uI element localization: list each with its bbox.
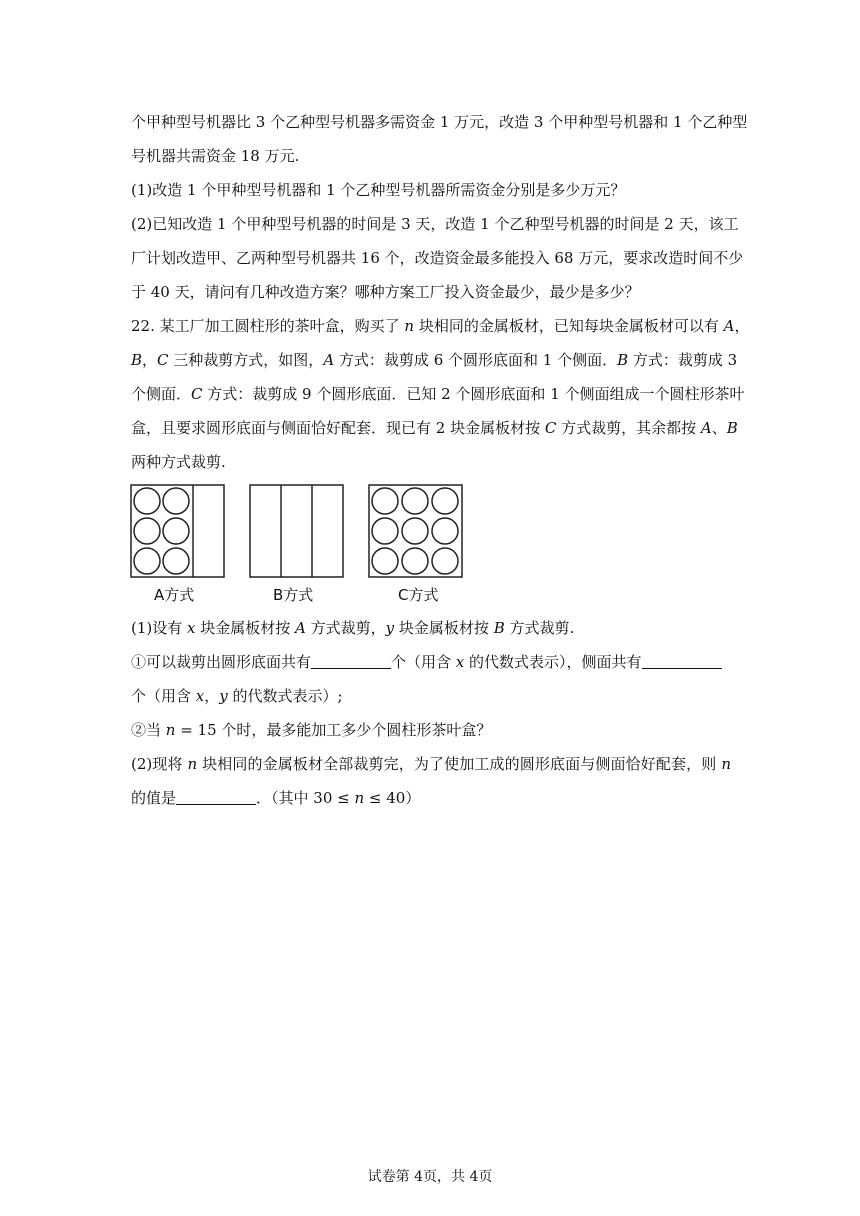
text: 三种裁剪方式，如图， (168, 351, 324, 369)
text: 个侧面． (131, 385, 192, 403)
answer-blank (642, 654, 722, 669)
text-line: 号机器共需资金 18 万元. (131, 147, 300, 165)
text: 22. 某工厂加工圆柱形的茶叶盒，购买了 (131, 317, 405, 335)
text: 的代数式表示），侧面共有 (464, 653, 642, 671)
var: x (187, 619, 196, 637)
var: B (726, 419, 738, 437)
var: C (544, 419, 557, 437)
var: B (131, 351, 143, 369)
text: 方式裁剪. (504, 619, 575, 637)
text: 个（用含 (391, 653, 456, 671)
question-2-line: 于 40 天，请问有几种改造方案？哪种方案工厂投入资金最少，最少是多少？ (131, 283, 640, 301)
sub-question-1-1-cont (131, 686, 731, 706)
var: n (404, 317, 415, 335)
var: A (323, 351, 335, 369)
text: ≤ 40） (364, 789, 421, 807)
sub-question-1 (131, 618, 731, 638)
text: (1)设有 (131, 619, 188, 637)
text: 方式裁剪，其余都按 (556, 419, 701, 437)
text: 、 (711, 419, 727, 437)
text-line: 个甲种型号机器比 3 个乙种型号机器多需资金 1 万元，改造 3 个甲种型号机器和 1 个乙种型 (131, 113, 748, 131)
problem-22-line (131, 350, 738, 370)
question-2-line: (2)已知改造 1 个甲种型号机器的时间是 3 天，改造 1 个乙种型号机器的时间是 2 天，该工 (131, 215, 739, 233)
method-b-board (250, 485, 343, 577)
var: B (617, 351, 629, 369)
text: ， (142, 351, 158, 369)
var: A (700, 419, 712, 437)
caption-method-c: C方式 (398, 586, 439, 604)
text: 方式：裁剪成 6 个圆形底面和 1 个侧面． (334, 351, 618, 369)
sub-question-1-1 (131, 652, 731, 672)
text: 的值是 (131, 789, 177, 807)
var: n (165, 721, 176, 739)
var: n (354, 789, 365, 807)
text: 方式：裁剪成 3 (628, 351, 738, 369)
text: ①可以裁剪出圆形底面共有 (131, 653, 312, 671)
sub-question-2-cont (131, 788, 731, 808)
var: x (195, 687, 205, 705)
page-footer: 试卷第 4页，共 4页 (367, 1169, 493, 1185)
text: 的代数式表示）; (227, 687, 343, 705)
text: ②当 (131, 721, 166, 739)
var: y (219, 687, 228, 705)
problem-22-line (131, 384, 745, 404)
method-a-board (131, 485, 224, 577)
text: ， (734, 317, 750, 335)
problem-22-line (131, 316, 750, 336)
var: n (187, 755, 198, 773)
answer-blank (311, 654, 391, 669)
method-c-board (369, 485, 462, 577)
text: 块相同的金属板材，已知每块金属板材可以有 (414, 317, 724, 335)
question-1: (1)改造 1 个甲种型号机器和 1 个乙种型号机器所需资金分别是多少万元？ (131, 181, 626, 199)
var: C (191, 385, 203, 403)
var: A (723, 317, 735, 335)
text: 块相同的金属板材全部裁剪完，为了使加工成的圆形底面与侧面恰好配套，则 (197, 755, 722, 773)
text: 个（用含 (131, 687, 196, 705)
var: C (157, 351, 169, 369)
problem-22-line (131, 418, 738, 438)
sub-question-1-2 (131, 720, 731, 740)
var: y (385, 619, 395, 637)
text: 方式裁剪， (305, 619, 386, 637)
var: n (721, 755, 731, 773)
var: x (455, 653, 465, 671)
text: 块金属板材按 (394, 619, 494, 637)
var: B (493, 619, 505, 637)
var: A (295, 619, 306, 637)
caption-method-a: A方式 (154, 586, 195, 604)
text: 盒，且要求圆形底面与侧面恰好配套．现已有 2 块金属板材按 (131, 419, 545, 437)
sub-question-2 (131, 754, 731, 774)
question-2-line: 厂计划改造甲、乙两种型号机器共 16 个，改造资金最多能投入 68 万元，要求改造时间不少 (131, 249, 744, 267)
problem-22-line: 两种方式裁剪. (131, 453, 226, 471)
text: = 15 个时，最多能加工多少个圆柱形茶叶盒？ (175, 721, 492, 739)
text: (2)现将 (131, 755, 188, 773)
text: 方式：裁剪成 9 个圆形底面．已知 2 个圆形底面和 1 个侧面组成一个圆柱形茶叶 (202, 385, 745, 403)
answer-blank (176, 790, 256, 805)
text: ， (204, 687, 220, 705)
caption-method-b: B方式 (273, 586, 314, 604)
text: ．（其中 30 ≤ (256, 789, 355, 807)
text: 块金属板材按 (195, 619, 296, 637)
